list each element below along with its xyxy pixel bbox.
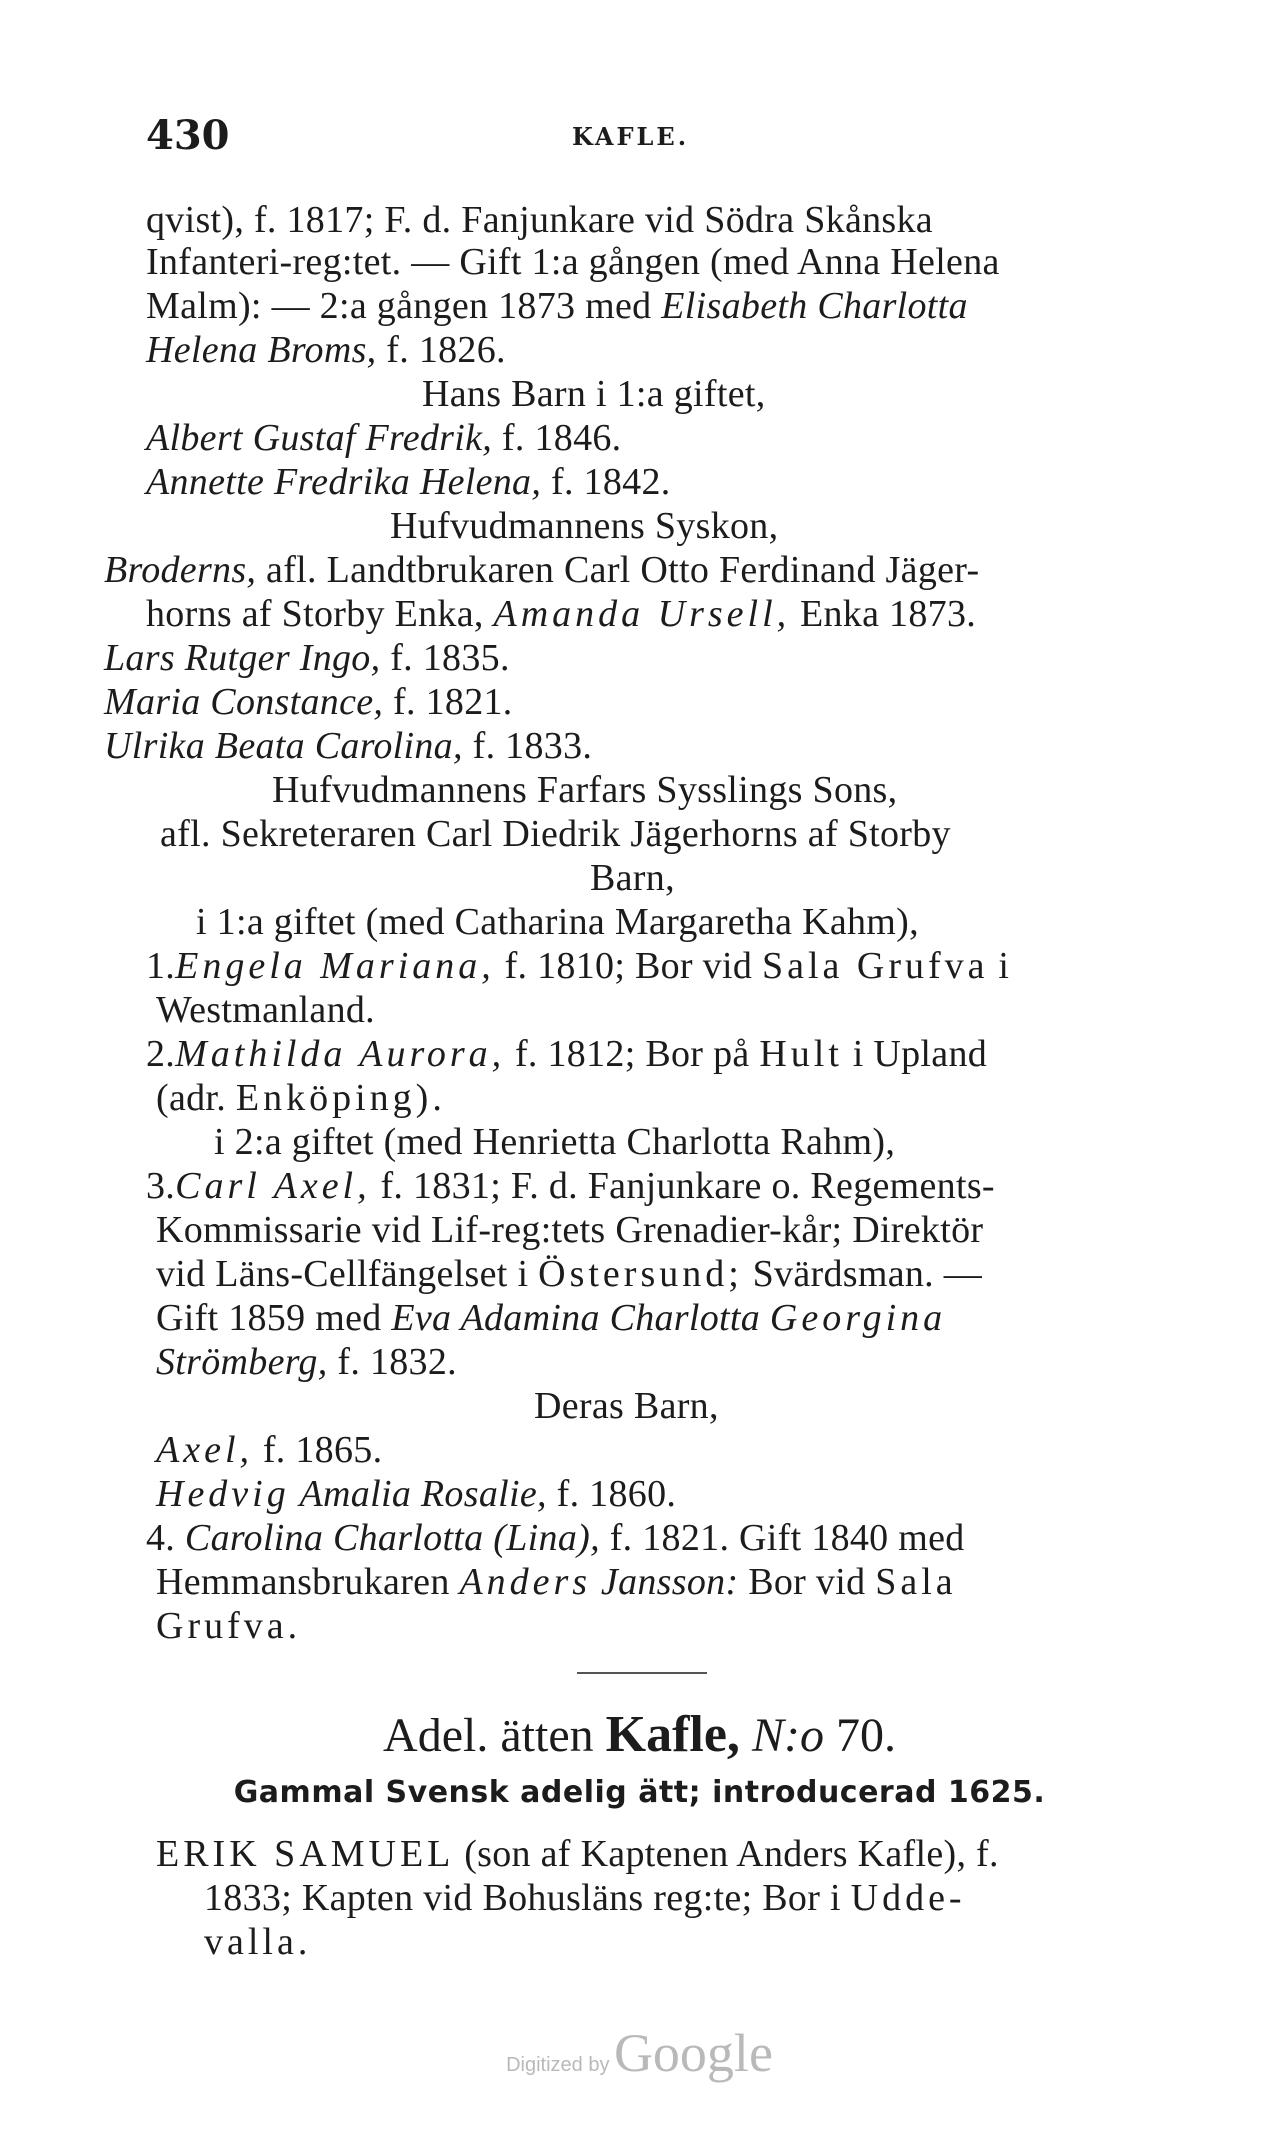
text-line: i 2:a giftet (med Henrietta Charlotta Rahm), [214,1121,896,1163]
text-line: Malm): — 2:a gången 1873 med Elisabeth Charlotta [146,285,968,327]
entry-line: valla. [204,1921,312,1963]
subheading-line: Barn, [590,857,675,899]
text-line: Westmanland. [156,989,375,1031]
text-line: Lars Rutger Ingo, f. 1835. [104,637,510,679]
page-number: 430 [146,112,230,159]
text-line: Hedvig Amalia Rosalie, f. 1860. [156,1473,677,1515]
text-line: Infanteri-reg:tet. — Gift 1:a gången (med Anna Helena [146,241,1000,283]
text-line: Hemmansbrukaren Anders Jansson: Bor vid Sala [156,1561,957,1603]
text-line: Broderns, afl. Landtbrukaren Carl Otto Ferdinand Jäger- [104,549,980,591]
section-heading: Adel. ätten Kafle, N:o 70. [383,1706,896,1763]
subheading-line: Hufvudmannens Farfars Sysslings Sons, [272,769,898,811]
text-line: Albert Gustaf Fredrik, f. 1846. [146,417,622,459]
text-line: qvist), f. 1817; F. d. Fanjunkare vid Södra Skånska [146,199,933,241]
text-line: Strömberg, f. 1832. [156,1341,457,1383]
text-line: Axel, f. 1865. [156,1429,383,1471]
text-line: i 1:a giftet (med Catharina Margaretha Kahm), [196,901,919,943]
section-divider [577,1672,707,1674]
digitized-by-google-watermark: Digitized by Google [506,2023,773,2083]
text-line: 2.Mathilda Aurora, f. 1812; Bor på Hult i Upland [146,1033,988,1075]
text-line: Helena Broms, f. 1826. [146,329,506,371]
subheading-line: Hufvudmannens Syskon, [390,505,779,547]
section-subheading: Gammal Svensk adelig ätt; introducerad 1625. [233,1775,1046,1810]
subheading-line: Deras Barn, [534,1385,719,1427]
entry-line: ERIK SAMUEL (son af Kaptenen Anders Kafle), f. [156,1833,999,1875]
text-line: vid Läns-Cellfängelset i Östersund; Svärdsman. — [156,1253,983,1295]
text-line: 4. Carolina Charlotta (Lina), f. 1821. Gift 1840 med [146,1517,965,1559]
text-line: Kommissarie vid Lif-reg:tets Grenadier-kår; Direktör [156,1209,984,1251]
text-line: Annette Fredrika Helena, f. 1842. [146,461,671,503]
text-line: 1.Engela Mariana, f. 1810; Bor vid Sala Grufva i [146,945,1010,987]
subheading-line: Hans Barn i 1:a giftet, [422,373,766,415]
entry-line: 1833; Kapten vid Bohusläns reg:te; Bor i Udde- [204,1877,966,1919]
running-title: KAFLE. [572,122,690,151]
text-line: Gift 1859 med Eva Adamina Charlotta Georgina [156,1297,947,1339]
text-line: Maria Constance, f. 1821. [104,681,513,723]
text-line: (adr. Enköping). [156,1077,446,1119]
text-line: Ulrika Beata Carolina, f. 1833. [104,725,593,767]
text-line: horns af Storby Enka, Amanda Ursell, Enka 1873. [146,593,977,635]
text-line: afl. Sekreteraren Carl Diedrik Jägerhorns af Storby [160,813,951,855]
text-line: Grufva. [156,1605,302,1647]
text-line: 3.Carl Axel, f. 1831; F. d. Fanjunkare o. Regements- [146,1165,995,1207]
